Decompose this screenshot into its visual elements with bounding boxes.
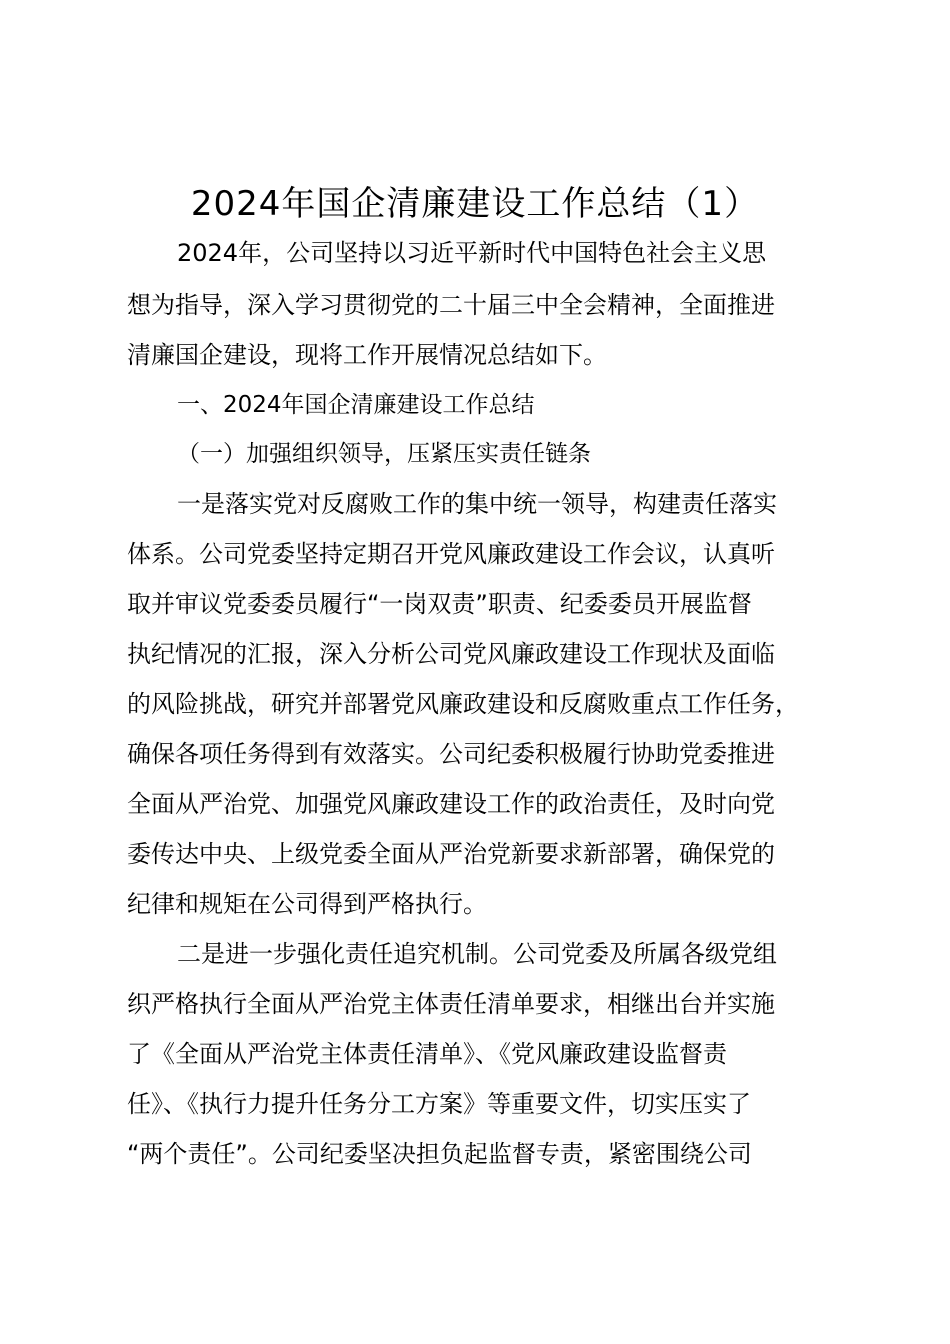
document-title: 2024年国企清廉建设工作总结（1） bbox=[190, 184, 760, 224]
intro-line: 想为指导，深入学习贯彻党的二十届三中全会精神，全面推进 bbox=[127, 291, 775, 319]
paragraph-1-line: 的风险挑战，研究并部署党风廉政建设和反腐败重点工作任务， bbox=[127, 690, 799, 718]
paragraph-2-line: 二是进一步强化责任追究机制。公司党委及所属各级党组 bbox=[177, 940, 777, 968]
section-heading: 一、2024年国企清廉建设工作总结 bbox=[177, 392, 535, 418]
paragraph-2-line: 任》、《执行力提升任务分工方案》等重要文件，切实压实了 bbox=[127, 1090, 751, 1118]
paragraph-1-line: 全面从严治党、加强党风廉政建设工作的政治责任，及时向党 bbox=[127, 790, 775, 818]
paragraph-1-line: 体系。公司党委坚持定期召开党风廉政建设工作会议，认真听 bbox=[127, 540, 775, 568]
paragraph-1-line: 取并审议党委委员履行“一岗双责”职责、纪委委员开展监督 bbox=[127, 590, 752, 618]
paragraph-1-line: 纪律和规矩在公司得到严格执行。 bbox=[127, 890, 487, 918]
paragraph-2-line: “两个责任”。公司纪委坚决担负起监督专责，紧密围绕公司 bbox=[127, 1140, 752, 1168]
intro-line: 2024年，公司坚持以习近平新时代中国特色社会主义思 bbox=[177, 239, 767, 267]
paragraph-1-line: 一是落实党对反腐败工作的集中统一领导，构建责任落实 bbox=[177, 490, 777, 518]
paragraph-2-line: 织严格执行全面从严治党主体责任清单要求，相继出台并实施 bbox=[127, 990, 775, 1018]
paragraph-1-line: 执纪情况的汇报，深入分析公司党风廉政建设工作现状及面临 bbox=[127, 640, 775, 668]
paragraph-2-line: 了《全面从严治党主体责任清单》、《党风廉政建设监督责 bbox=[127, 1040, 727, 1068]
subsection-heading: （一）加强组织领导，压紧压实责任链条 bbox=[177, 441, 591, 467]
paragraph-1-line: 委传达中央、上级党委全面从严治党新要求新部署，确保党的 bbox=[127, 840, 775, 868]
paragraph-1-line: 确保各项任务得到有效落实。公司纪委积极履行协助党委推进 bbox=[127, 740, 775, 768]
intro-line: 清廉国企建设，现将工作开展情况总结如下。 bbox=[127, 341, 607, 369]
